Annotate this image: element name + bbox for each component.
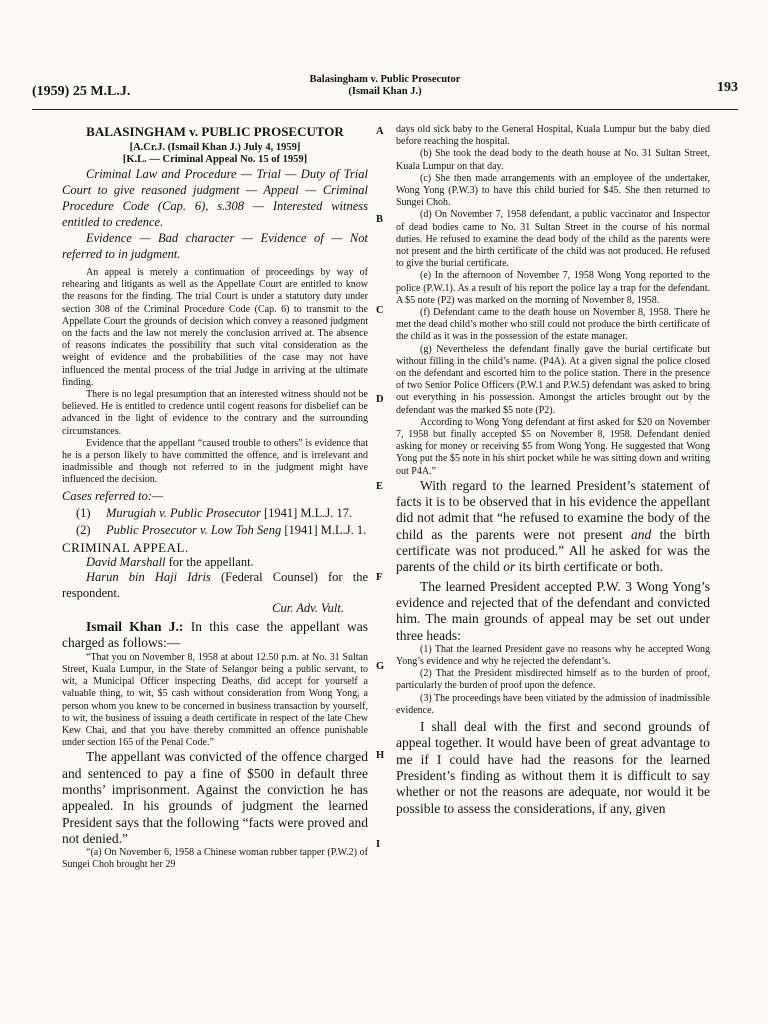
judge-running: (Ismail Khan J.) [348,86,422,97]
emphasis-or: or [503,559,516,575]
court-line-2: [K.L. — Criminal Appeal No. 15 of 1959] [122,154,308,165]
paragraph-president-accepted: The learned President accepted P.W. 3 Wong Yong’s evidence and rejected that of the defendant and convicted him. The main grounds of appeal may be set out under three heads: [396,578,710,643]
fact-a: “(a) On November 6, 1958 a Chinese woman rubber tapper (P.W.2) of Sungei Choh brought her 29 [62,847,368,871]
margin-letter-f: F [376,572,383,583]
margin-letter-h: H [376,750,385,761]
case-number: (1) [76,505,91,520]
charge-quotation: “That you on November 8, 1958 at about 12.50 p.m. at No. 31 Sultan Street, Kuala Lumpur, in the State of Selangor being a public servant, to wit, a Municipal Officer inspecting Deaths, did accept for yourself a valuable thing, to wit, $5 cash without consideration from Wong Yong, a person whom you knew to be concerned in business transaction by yourself, to wit, the business of issuing a death certificate in respect of the late Chew Kew Chai, and that you have thereby committed an offence punishable under section 165 of the Penal Code.” [62,651,368,749]
header-rule [32,109,738,110]
margin-letter-b: B [376,214,384,225]
page-number: 193 [717,80,738,95]
judge-name: Ismail Khan J.: [86,619,184,635]
counsel-role: (Federal Counsel) for the respondent. [62,570,368,600]
catchwords-evidence: Evidence — Bad character — Evidence of — Not referred to in judgment. [62,231,368,261]
held-paragraph-2: There is no legal presumption that an interested witness should not be believed. He is entitled to credence until cogent reasons for disbelief can be advanced in the light of evidence to the contrary and the surrounding circumstances. [62,389,368,437]
right-column [396,124,710,817]
ground-of-appeal-2: (2) That the President misdirected himself as to the burden of proof, particularly the burden of proof upon the defence. [396,668,710,692]
running-title [32,74,738,98]
margin-letter-d: D [376,394,384,405]
counsel-role: for the appellant. [165,554,254,569]
margin-letter-g: G [376,661,385,672]
margin-letter-e: E [376,481,384,492]
margin-letter-c: C [376,305,384,316]
paragraph-convicted: The appellant was convicted of the offence charged and sentenced to pay a fine of $500 in default three months’ imprisonment. Against the conviction he has appealed. In his grounds of judgment the learned President says that the following “facts were proved and not denied.” [62,749,368,846]
catchwords-criminal: Criminal Law and Procedure — Trial — Duty of Trial Court to give reasoned judgment — Appeal — Criminal Procedure Code (Cap. 6), s.308 — Interested witness entitled to credence. [62,167,368,229]
fact-b: (b) She took the dead body to the death house at No. 31 Sultan Street, Kuala Lumpur on that day. [396,148,710,172]
cur-adv-vult: Cur. Adv. Vult. [272,601,344,616]
margin-letter-i: I [376,839,381,850]
emphasis-and: and [630,526,652,542]
paragraph-text: its birth certificate or both. [515,559,663,575]
fact-e: (e) In the afternoon of November 7, 1958 Wong Yong reported to the police (P.W.1). As a result of his report the police lay a trap for the defendant. A $5 note (P2) was marked on the morning of November 8, 1958. [396,270,710,306]
fact-a-continued: days old sick baby to the General Hospital, Kuala Lumpur but the baby died before reaching the hospital. [396,124,710,148]
judgment-opening [62,619,368,652]
held-paragraph-1: An appeal is merely a continuation of proceedings by way of rehearing and litigants as well as the Appellate Court are entitled to know the reasons for the finding. The trial Court is under a statutory duty under section 308 of the Criminal Procedure Code (Cap. 6) to transmit to the Appellate Court the grounds of decision which convey a reasoned judgment on the facts and the law not merely the conclusion arrived at. The absence of reasons indicates the possibility that such vital consideration as the weight of evidence and the probabilities of the case may not have influenced the mental process of the trial Judge in arriving at the ultimate finding. [62,267,368,388]
case-name: Public Prosecutor v. Low Toh Seng [106,522,282,537]
case-name: Murugiah v. Public Prosecutor [106,505,261,520]
fact-c: (c) She then made arrangements with an employee of the undertaker, Wong Yong (P.W.3) to have this child buried for $45. She then returned to Sungei Choh. [396,172,710,209]
criminal-appeal-heading: CRIMINAL APPEAL. [62,539,189,555]
case-citation: [1941] M.L.J. 17. [263,505,353,520]
case-title: BALASINGHAM v. PUBLIC PROSECUTOR [86,124,344,139]
paragraph-with-regard [396,478,710,576]
ground-of-appeal-3: (3) The proceedings have been vitiated by the admission of inadmissible evidence. [396,692,710,716]
paragraph-text: the birth certificate was not produced.” All he asked for was the parents of the child [396,526,710,575]
court-line-1: [A.Cr.J. (Ismail Khan J.) July 4, 1959] [129,142,301,153]
fact-h: According to Wong Yong defendant at first asked for $20 on November 7, 1958 but finally accepted $5 on November 8, 1958. Defendant denied asking for money or receiving $5 from Wong Yong. He suggested that Wong Yong put the $5 note in his shirt pocket while he was sitting down and writing out P4A.” [396,416,710,477]
case-citation: [1941] M.L.J. 1. [284,522,367,537]
counsel-name: David Marshall [86,554,166,569]
counsel-name: Harun bin Haji Idris [86,570,211,585]
fact-g: (g) Nevertheless the defendant finally gave the burial certificate but without filling in the child’s name. (P4A). At a given signal the police closed on the defendant and escorted him to the police station. There in the presence of two Senior Police Officers (P.W.1 and P.W.5) defendant was asked to bring out everything in his possession. Amongst the articles brought out by the defendant was the marked $5 note (P2). [396,343,710,416]
case-number: (2) [76,522,91,537]
left-column [62,124,368,872]
paragraph-deal-with-grounds: I shall deal with the first and second grounds of appeal together. It would have been of great advantage to me if I could have had the reasons for the learned President’s finding as without them it is difficult to say whether or not the reasons are adequate, nor would it be possible to assess the considerations, if any, given [396,719,710,816]
fact-f: (f) Defendant came to the death house on November 8, 1958. There he met the dead child’s mother who still could not produce the birth certificate of the child as it was in the possession of the estate manager. [396,307,710,343]
case-name-running: Balasingham v. Public Prosecutor [309,74,461,85]
page-header [32,74,738,108]
cases-referred-heading: Cases referred to:— [62,488,164,503]
counsel-appellant [62,555,368,571]
ground-of-appeal-1: (1) That the learned President gave no reasons why he accepted Wong Yong’s evidence and why he rejected the defendant’s. [396,643,710,668]
fact-d: (d) On November 7, 1958 defendant, a public vaccinator and Inspector of dead bodies came to No. 31 Sultan Street in the course of his normal duties. He refused to examine the dead body of the child as the parents were not present and the birth certificate of the child was not produced. He refused to give the burial certificate. [396,209,710,270]
case-reference-2 [62,523,368,538]
judgment-opening-text: In this case the appellant was charged as follows:— [62,619,368,651]
margin-letter-a: A [376,126,384,137]
paragraph-text: With regard to the learned President’s statement of facts it is to be observed that in his evidence the appellant did not admit that “he refused to examine the body of the child as the parents were not present [396,477,710,542]
case-reference-1 [62,506,368,521]
report-citation: (1959) 25 M.L.J. [32,84,131,99]
held-paragraph-3: Evidence that the appellant “caused trouble to others” is evidence that he is a person likely to have committed the offence, and is irrelevant and inadmissible and though not referred to in the judgment might have influenced the decision. [62,437,368,486]
counsel-respondent [62,570,368,601]
